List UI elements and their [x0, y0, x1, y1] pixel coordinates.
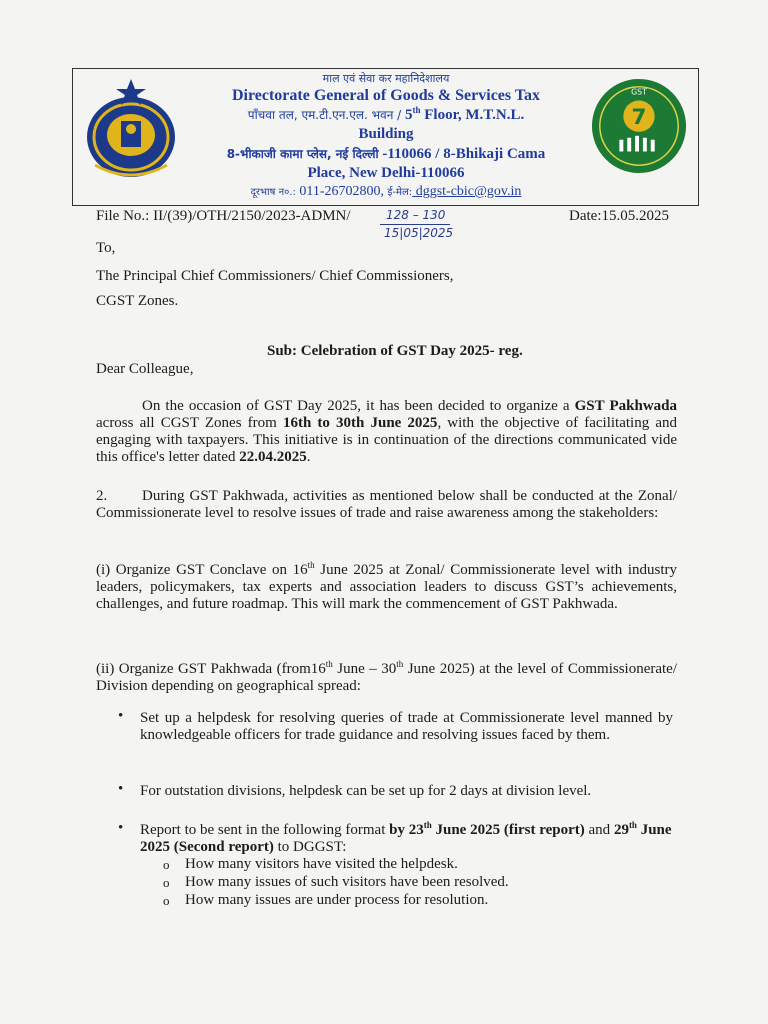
recipient-line-2: CGST Zones. — [96, 293, 179, 309]
bullet-item-3: Report to be sent in the following format by 23th June 2025 (first report) and 29th June 2025 (Second report) to DGGST: — [140, 820, 672, 855]
letterhead — [72, 68, 699, 206]
handwritten-date: 15|05|2025 — [384, 226, 454, 240]
bullet-icon: • — [118, 820, 124, 836]
bullet-icon: • — [118, 708, 124, 724]
file-number: File No.: II/(39)/OTH/2150/2023-ADMN/ — [96, 208, 351, 224]
sub-bullet-icon: o — [163, 857, 170, 872]
address-line-1: पाँचवा तल, एम.टी.एन.एल. भवन / 5th Floor, M.T.N.L. — [247, 105, 525, 123]
paragraph-2: During GST Pakhwada, activities as mentioned below shall be conducted at the Zonal/ Commissionerate level to resolve issues of trade and raise awareness among the stakeholders: — [96, 488, 677, 521]
sub-bullet-icon: o — [163, 893, 170, 908]
salutation: Dear Colleague, — [96, 361, 194, 377]
paragraph-1: On the occasion of GST Day 2025, it has been decided to organize a GST Pakhwada across all CGST Zones from 16th to 30th June 2025, with the objective of facilitating and engaging with taxpayers. This initiative is in continuation of the directions communicated vide this office's letter dated 22.04.2025. — [96, 398, 677, 465]
item-2: (ii) Organize GST Pakhwada (from16th June – 30th June 2025) at the level of Commissionerate/ Division depending on geographical spread: — [96, 659, 678, 694]
address-line-4: Place, New Delhi-110066 — [307, 165, 465, 181]
logo-number: 7 — [631, 105, 647, 131]
recipient-line-1: The Principal Chief Commissioners/ Chief Commissioners, — [96, 268, 454, 284]
address-line-3: 8-भीकाजी कामा प्लेस, नई दिल्ली -110066 / 8-Bhikaji Cama — [226, 146, 546, 162]
sub-bullet-icon: o — [163, 875, 170, 890]
subject-line: Sub: Celebration of GST Day 2025- reg. — [267, 343, 523, 359]
sub-bullet-item-2: How many issues of such visitors have been resolved. — [185, 874, 509, 890]
handwritten-number: 128 – 130 — [386, 208, 446, 222]
sub-bullet-item-3: How many issues are under process for resolution. — [185, 892, 489, 908]
letterhead-text — [201, 71, 571, 202]
handwritten-underline — [380, 224, 450, 225]
sub-bullet-item-1: How many visitors have visited the helpdesk. — [185, 856, 458, 872]
bullet-icon: • — [118, 781, 124, 797]
bullet-item-2: For outstation divisions, helpdesk can be set up for 2 days at division level. — [140, 783, 592, 799]
logo-text: GST — [631, 87, 647, 97]
to-line: To, — [96, 240, 116, 256]
address-line-2: Building — [358, 126, 414, 142]
letter-date: Date:15.05.2025 — [569, 208, 669, 224]
cbic-emblem-logo — [81, 77, 181, 187]
hindi-title: माल एवं सेवा कर महानिदेशालय — [322, 72, 450, 85]
email-link[interactable]: dggst-cbic@gov.in — [412, 184, 522, 199]
contact-line: दूरभाष न०.: 011-26702800, ई-मेल: dggst-cbic@gov.in — [250, 184, 522, 199]
item-1: (i) Organize GST Conclave on 16th June 2025 at Zonal/ Commissionerate level with industry leaders, policymakers, tax experts and association leaders to discuss GST’s achievements, challenges, and future roadmap. This will mark the commencement of GST Pakhwada. — [96, 560, 677, 612]
dg-title: Directorate General of Goods & Services Tax — [231, 87, 541, 104]
bullet-item-1: Set up a helpdesk for resolving queries of trade at Commissionerate level manned by knowledgeable officers for trade guidance and resolving issues faced by them. — [140, 710, 673, 743]
gst-7-years-logo — [590, 77, 688, 175]
paragraph-2-number: 2. — [96, 488, 108, 504]
